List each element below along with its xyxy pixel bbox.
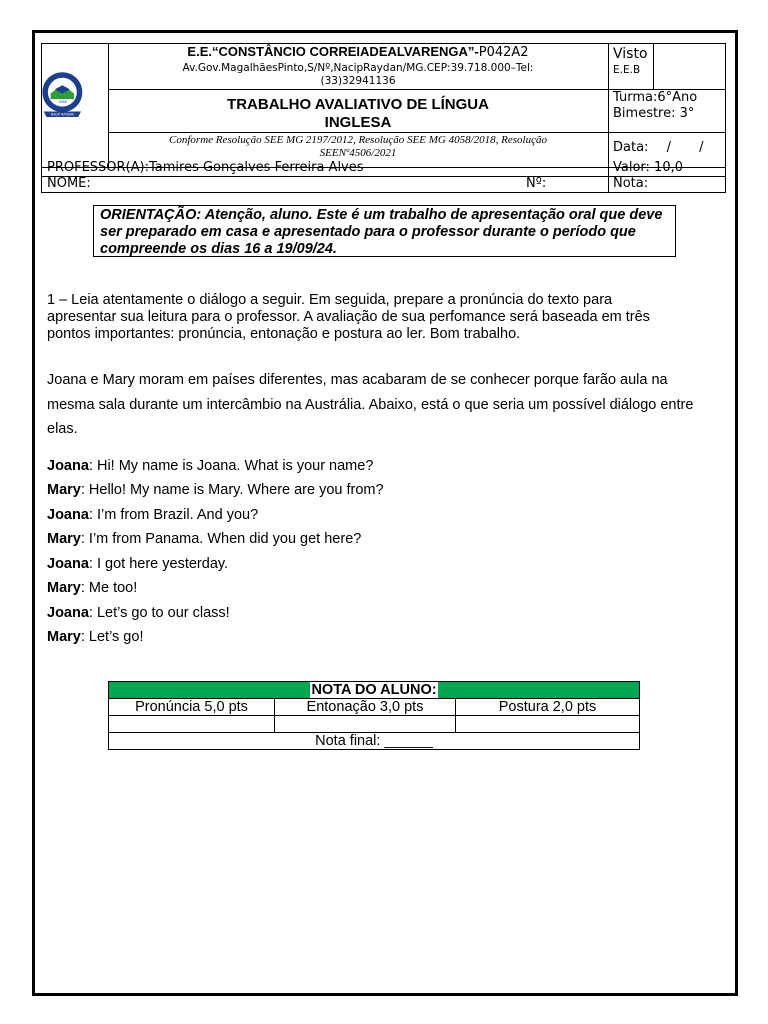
column-postura: Postura 2,0 pts — [456, 699, 640, 716]
column-entonacao: Entonação 3,0 pts — [275, 699, 456, 716]
orientation-box: ORIENTAÇÃO: Atenção, aluno. Este é um trabalho de apresentação oral que deve ser preparado em casa e apresentado para o professor durante o período que compreende os dias 16 a 19/09/24. — [93, 205, 676, 257]
dialogue-line: Joana: Let’s go to our class! — [47, 605, 230, 621]
dialogue-line: Mary: Me too! — [47, 580, 138, 596]
page-title: TRABALHO AVALIATIVO DE LÍNGUA INGLESA — [227, 96, 489, 131]
visto-label: Visto — [613, 46, 648, 62]
resolution-note: Conforme Resolução SEE MG 2197/2012, Resolução SEE MG 4058/2018, Resolução SEENº4506/2021 — [169, 134, 547, 159]
dialogue-line: Mary: Let’s go! — [47, 629, 144, 645]
final-grade[interactable]: Nota final: ______ — [109, 733, 640, 750]
valor: Valor: 10,0 — [613, 160, 683, 175]
score-pronuncia[interactable] — [109, 716, 275, 733]
grade-table-title: NOTA DO ALUNO: — [109, 682, 640, 699]
logo-year: 1966 — [57, 100, 67, 105]
logo-banner: NACIP RAYDAN — [50, 112, 74, 117]
school-logo-icon — [41, 57, 103, 137]
visto-sub: E.E.B — [613, 64, 641, 76]
turma: Turma:6°Ano — [613, 90, 698, 105]
dialogue-line: Mary: I’m from Panama. When did you get here? — [47, 531, 362, 547]
dialogue-line: Joana: I got here yesterday. — [47, 556, 229, 572]
grade-table — [108, 681, 640, 750]
context-text: Joana e Mary moram em países diferentes, mas acabaram de se conhecer porque farão aula na mesma sala durante um intercâmbio na Austrália. Abaixo, está o que seria um possível diálogo entre elas. — [47, 372, 694, 437]
bimestre: Bimestre: 3° — [613, 106, 695, 121]
professor: PROFESSOR(A):Tamires Gonçalves Ferreira Alves — [47, 160, 364, 175]
name-field[interactable]: NOME: — [47, 176, 91, 191]
score-postura[interactable] — [456, 716, 640, 733]
school-address: Av.Gov.MagalhãesPinto,S/Nº,NacipRaydan/MG.CEP:39.718.000–Tel: (33)32941136 — [182, 62, 534, 87]
score-entonacao[interactable] — [275, 716, 456, 733]
grade-field[interactable]: Nota: — [613, 176, 649, 191]
instructions: 1 – Leia atentamente o diálogo a seguir. Em seguida, prepare a pronúncia do texto para apresentar sua leitura para o professor. A avaliação de sua perfomance será baseada em três pontos importantes: pronúncia, entonação e postura ao ler. Bom trabalho. — [47, 292, 650, 342]
dialogue-line: Joana: Hi! My name is Joana. What is your name? — [47, 458, 374, 474]
school-name: E.E.“CONSTÂNCIO CORREIADEALVARENGA”-P042A2 — [187, 44, 529, 60]
column-pronuncia: Pronúncia 5,0 pts — [109, 699, 275, 716]
dialogue-line: Joana: I’m from Brazil. And you? — [47, 507, 259, 523]
date-field[interactable]: Data: / / — [613, 140, 704, 155]
number-field[interactable]: Nº: — [526, 176, 547, 191]
dialogue-line: Mary: Hello! My name is Mary. Where are you from? — [47, 482, 384, 498]
